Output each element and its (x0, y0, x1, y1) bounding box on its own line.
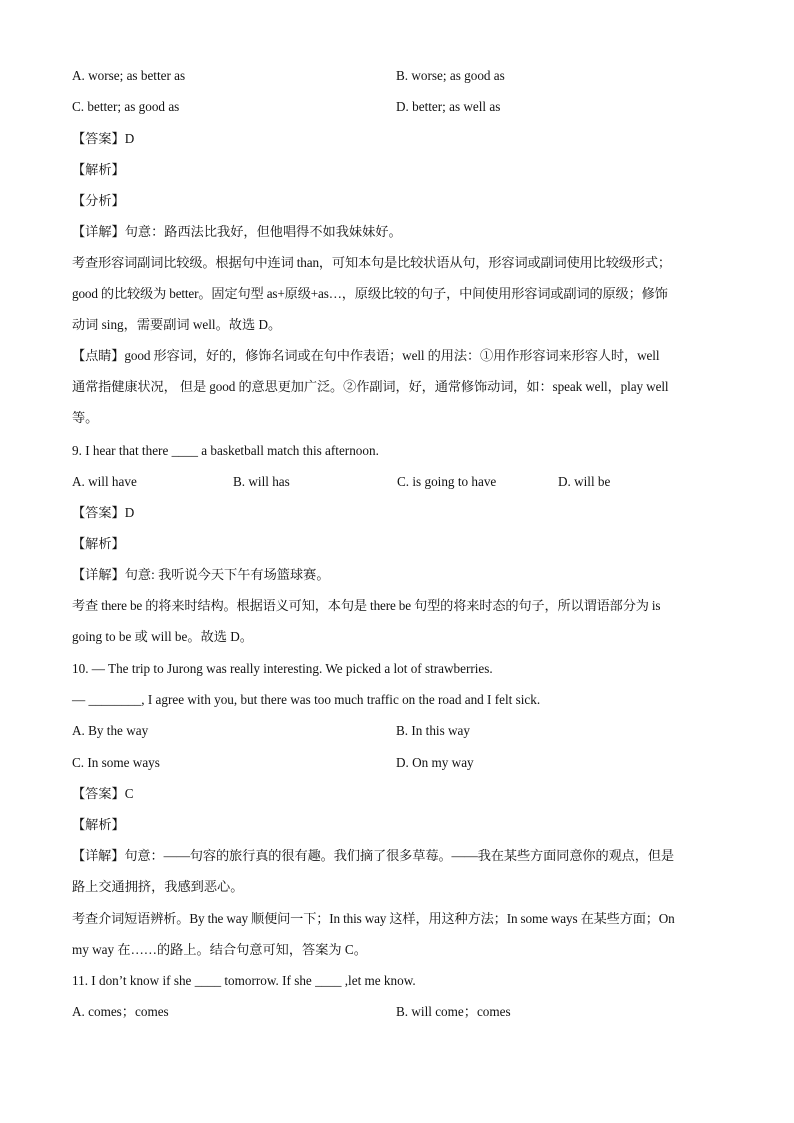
q9-option-c: C. is going to have (397, 474, 497, 489)
q9-explanation-line-2: going to be 或 will be。故选 D。 (72, 629, 253, 644)
q8-explanation-line-1: 考查形容词副词比较级。根据句中连词 than，可知本句是比较状语从句，形容词或副词使用比较级形式； (72, 255, 671, 270)
q10-answer: 【答案】C (72, 786, 134, 801)
q11-option-b: B. will come；comes (396, 1004, 511, 1019)
q8-option-b: B. worse; as good as (396, 68, 505, 83)
q8-explanation-line-2: good 的比较级为 better。固定句型 as+原级+as…，原级比较的句子，中间使用形容词或副词的原级；修饰 (72, 286, 668, 301)
q9-answer: 【答案】D (72, 505, 135, 520)
q8-option-d: D. better; as well as (396, 99, 501, 114)
q9-detail: 【详解】句意: 我听说今天下午有场篮球赛。 (72, 567, 330, 582)
q8-option-c: C. better; as good as (72, 99, 180, 114)
q11-option-a: A. comes；comes (72, 1004, 169, 1019)
q10-reply: — ________, I agree with you, but there was too much traffic on the road and I felt sick. (72, 692, 541, 707)
q9-option-d: D. will be (558, 474, 611, 489)
q8-explanation-line-3: 动词 sing，需要副词 well。故选 D。 (72, 317, 282, 332)
q9-option-b: B. will has (233, 474, 290, 489)
q10-option-d: D. On my way (396, 755, 474, 770)
q8-tip-line-1: 【点睛】good 形容词，好的，修饰名词或在句中作表语；well 的用法：①用作形容词来形容人时，well (72, 348, 660, 363)
q10-explanation-line-2: my way 在……的路上。结合句意可知，答案为 C。 (72, 942, 367, 957)
q8-tip-line-3: 等。 (72, 410, 99, 425)
q11-question: 11. I don’t know if she ____ tomorrow. If she ____ ,let me know. (72, 973, 416, 988)
q8-tip-line-2: 通常指健康状况， 但是 good 的意思更加广泛。②作副词，好，通常修饰动词，如：speak well，play well (72, 379, 669, 394)
q10-option-c: C. In some ways (72, 755, 160, 770)
q8-detail: 【详解】句意：路西法比我好，但他唱得不如我妹妹好。 (72, 224, 402, 239)
q8-answer: 【答案】D (72, 131, 135, 146)
q10-detail-line-1: 【详解】句意：——句容的旅行真的很有趣。我们摘了很多草莓。——我在某些方面同意你的观点，但是 (72, 848, 675, 863)
q8-option-a: A. worse; as better as (72, 68, 186, 83)
q9-analysis-heading: 【解析】 (72, 536, 125, 551)
q10-analysis-heading: 【解析】 (72, 817, 125, 832)
q10-option-b: B. In this way (396, 723, 470, 738)
q8-analysis-heading: 【解析】 (72, 162, 125, 177)
q9-question: 9. I hear that there ____ a basketball match this afternoon. (72, 443, 379, 458)
q9-explanation-line-1: 考查 there be 的将来时结构。根据语义可知，本句是 there be 句型的将来时态的句子，所以谓语部分为 is (72, 598, 661, 613)
q9-option-a: A. will have (72, 474, 137, 489)
q10-explanation-line-1: 考查介词短语辨析。By the way 顺便问一下；In this way 这样，用这种方法；In some ways 在某些方面；On (72, 911, 675, 926)
q10-detail-line-2: 路上交通拥挤，我感到恶心。 (72, 879, 244, 894)
q8-fenxi-heading: 【分析】 (72, 193, 125, 208)
q10-question: 10. — The trip to Jurong was really interesting. We picked a lot of strawberries. (72, 661, 493, 676)
q10-option-a: A. By the way (72, 723, 149, 738)
